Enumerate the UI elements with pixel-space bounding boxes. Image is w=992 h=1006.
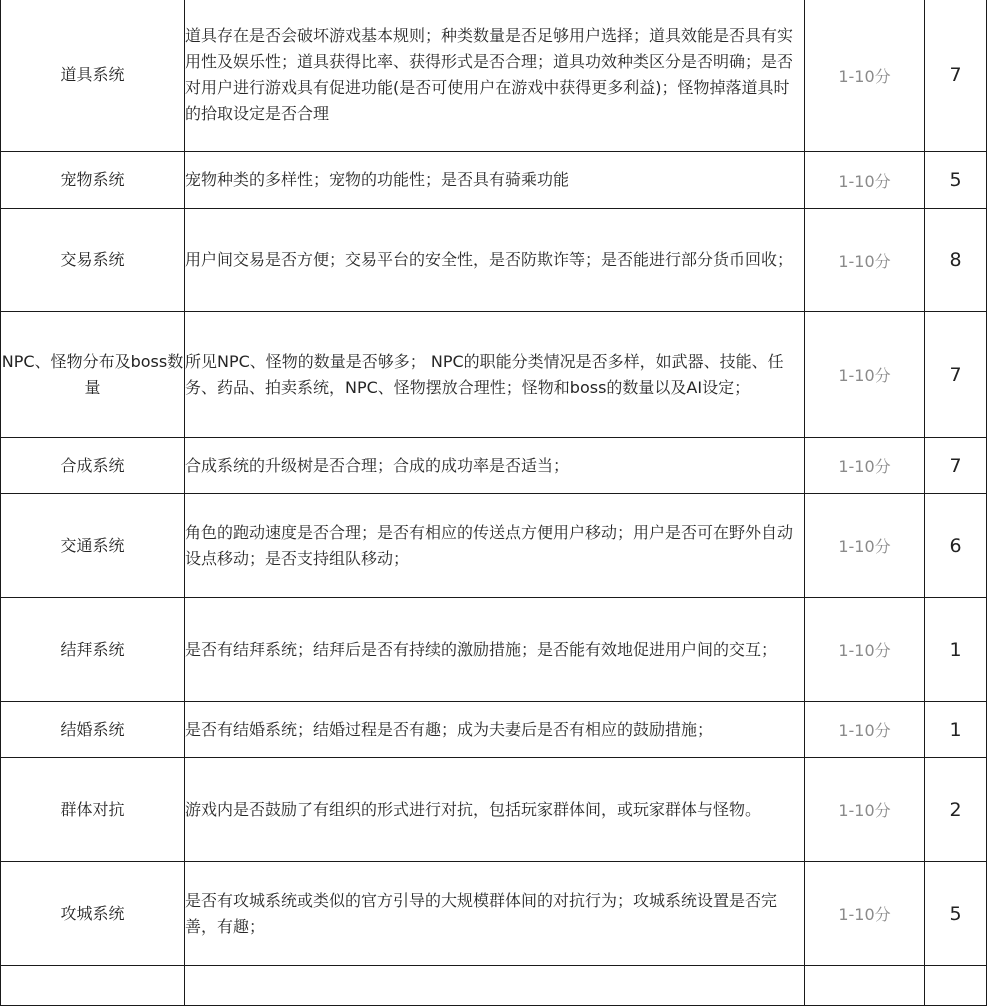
table-row [1,312,987,438]
criteria-text: 所见NPC、怪物的数量是否够多； NPC的职能分类情况是否多样，如武器、技能、任务、药品、拍卖系统，NPC、怪物摆放合理性；怪物和boss的数量以及AI设定； [185,312,805,438]
score-range: 1-10分 [805,209,925,312]
score-range: 1-10分 [805,152,925,209]
score-value: 2 [925,758,987,862]
empty-cell [925,966,987,1006]
table-row [1,758,987,862]
score-value: 7 [925,312,987,438]
system-name: NPC、怪物分布及boss数量 [1,312,185,438]
table-row [1,966,987,1006]
criteria-text: 角色的跑动速度是否合理；是否有相应的传送点方便用户移动；用户是否可在野外自动设点移动；是否支持组队移动； [185,494,805,598]
criteria-text: 道具存在是否会破坏游戏基本规则；种类数量是否足够用户选择；道具效能是否具有实用性及娱乐性；道具获得比率、获得形式是否合理；道具功效种类区分是否明确；是否对用户进行游戏具有促进功能(是否可使用户在游戏中获得更多利益)；怪物掉落道具时的拾取设定是否合理 [185,0,805,152]
criteria-text: 用户间交易是否方便；交易平台的安全性，是否防欺诈等；是否能进行部分货币回收； [185,209,805,312]
score-range: 1-10分 [805,758,925,862]
table-row [1,702,987,758]
system-name: 合成系统 [1,438,185,494]
criteria-text: 合成系统的升级树是否合理；合成的成功率是否适当； [185,438,805,494]
criteria-text: 是否有攻城系统或类似的官方引导的大规模群体间的对抗行为；攻城系统设置是否完善，有趣； [185,862,805,966]
score-value: 5 [925,862,987,966]
table-row [1,209,987,312]
empty-cell [185,966,805,1006]
system-name: 宠物系统 [1,152,185,209]
score-range: 1-10分 [805,438,925,494]
score-range: 1-10分 [805,312,925,438]
table-row [1,0,987,152]
table-row [1,598,987,702]
score-range: 1-10分 [805,598,925,702]
system-name: 交通系统 [1,494,185,598]
table-row [1,438,987,494]
criteria-text: 是否有结拜系统；结拜后是否有持续的激励措施；是否能有效地促进用户间的交互； [185,598,805,702]
score-value: 1 [925,702,987,758]
table-row [1,152,987,209]
score-range: 1-10分 [805,862,925,966]
score-range: 1-10分 [805,702,925,758]
system-name: 攻城系统 [1,862,185,966]
score-value: 1 [925,598,987,702]
score-value: 5 [925,152,987,209]
score-value: 8 [925,209,987,312]
score-value: 7 [925,438,987,494]
table-row [1,862,987,966]
criteria-text: 宠物种类的多样性；宠物的功能性；是否具有骑乘功能 [185,152,805,209]
empty-cell [1,966,185,1006]
system-name: 交易系统 [1,209,185,312]
score-value: 7 [925,0,987,152]
system-name: 群体对抗 [1,758,185,862]
score-range: 1-10分 [805,0,925,152]
criteria-text: 是否有结婚系统；结婚过程是否有趣；成为夫妻后是否有相应的鼓励措施； [185,702,805,758]
system-name: 结婚系统 [1,702,185,758]
system-name: 道具系统 [1,0,185,152]
table-row [1,494,987,598]
score-value: 6 [925,494,987,598]
system-name: 结拜系统 [1,598,185,702]
score-range: 1-10分 [805,494,925,598]
criteria-text: 游戏内是否鼓励了有组织的形式进行对抗，包括玩家群体间，或玩家群体与怪物。 [185,758,805,862]
empty-cell [805,966,925,1006]
